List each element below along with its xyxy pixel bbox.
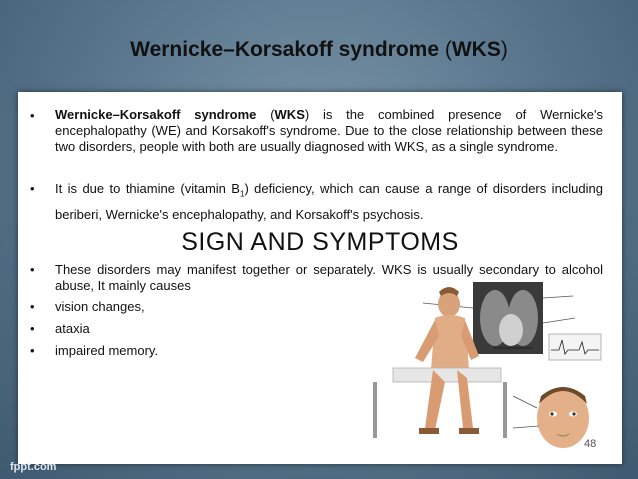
- wks-definition-text: ) is the combined presence of Wernicke's encephalopathy (WE) and Korsakoff's syndrome. Due to the close relationship between these two disorders, people with both are usually diagnosed with WKS, as a single syndrome.: [55, 107, 604, 154]
- footer-logo: fppt.com: [10, 461, 57, 473]
- title-paren-close: ): [500, 38, 508, 61]
- title-paren-open: (: [439, 38, 452, 61]
- bullet-marker: •: [30, 181, 35, 196]
- medical-illustration: [353, 278, 605, 458]
- slide-title: [0, 38, 638, 62]
- bullet-marker: •: [30, 321, 35, 336]
- ecg-strip: [549, 334, 601, 360]
- title-abbr: WKS: [451, 38, 501, 61]
- patient-torso: [431, 315, 469, 370]
- section-heading: SIGN AND SYMPTOMS: [181, 228, 459, 256]
- bullet-marker: •: [30, 343, 35, 358]
- wks-term: Wernicke–Korsakoff syndrome: [55, 107, 257, 122]
- title-main: Wernicke–Korsakoff syndrome: [130, 38, 440, 61]
- bullet-manifest: These disorders may manifest together or separately. WKS is usually secondary to alcohol abuse, It mainly causes: [55, 262, 603, 293]
- wks-abbr: WKS: [274, 107, 305, 122]
- bullet-ataxia: ataxia: [55, 321, 90, 336]
- wks-paren-open: (: [256, 107, 275, 122]
- bullet-thiamine: [55, 179, 603, 225]
- bullet-marker: •: [30, 108, 35, 123]
- content-panel: [18, 92, 622, 464]
- title-abbr-wrap: [439, 38, 508, 61]
- bullet-wks-definition: [55, 107, 603, 155]
- xray-heart: [499, 314, 523, 346]
- thiamine-text-b: ) deficiency, which can cause a range of disorders including beriberi, Wernicke's encephalopathy, and Korsakoff's psychosis.: [55, 181, 603, 222]
- bullet-memory: impaired memory.: [55, 343, 159, 358]
- page-number: 48: [584, 438, 597, 450]
- bed: [393, 368, 501, 382]
- thiamine-subscript: 1: [239, 189, 245, 199]
- thiamine-text-a: It is due to thiamine (vitamin B: [55, 181, 240, 196]
- bullet-marker: •: [30, 262, 35, 277]
- bullet-marker: •: [30, 299, 35, 314]
- bullet-vision: vision changes,: [55, 299, 145, 314]
